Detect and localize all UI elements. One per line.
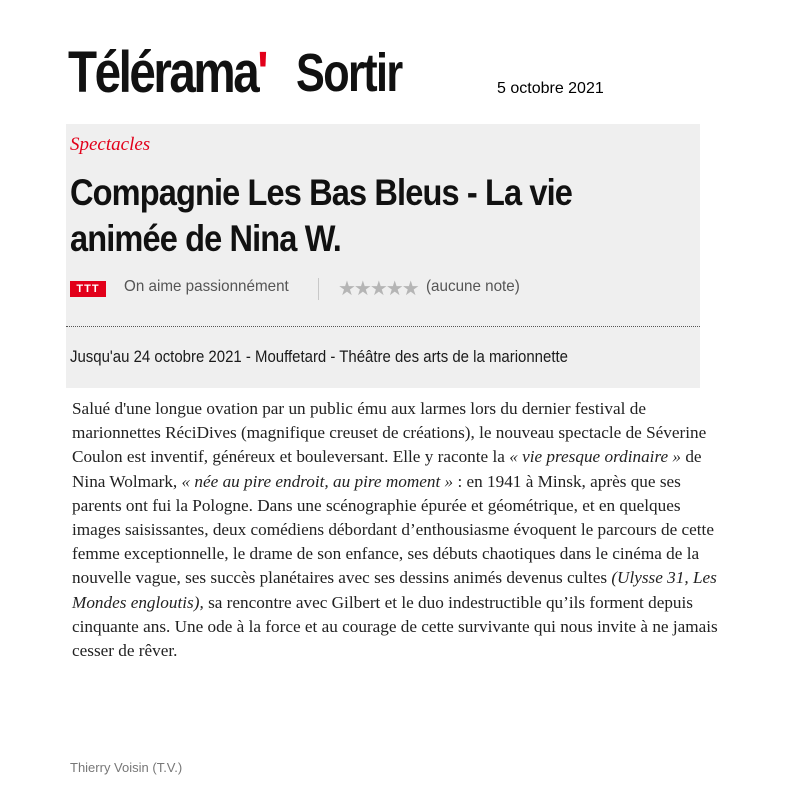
rating-separator — [318, 278, 319, 300]
audience-rating-text: (aucune note) — [426, 278, 520, 295]
body-quote-3: (Ulysse 31, Les Mondes engloutis), — [72, 568, 717, 612]
star-rating-icon[interactable]: ★★★★★ — [338, 278, 418, 300]
body-text-2: de Nina Wolmark, — [72, 447, 702, 491]
rating-row — [70, 276, 700, 304]
venue-dates: Jusqu'au 24 octobre 2021 - Mouffetard - Théâtre des arts de la marionnette — [70, 347, 568, 366]
body-quote-1: « vie presque ordinaire » — [509, 447, 682, 467]
logo-mark: ' — [257, 40, 267, 105]
ttt-badge: TTT — [70, 281, 106, 297]
author-byline: Thierry Voisin (T.V.) — [70, 760, 183, 775]
critic-rating-text: On aime passionnément — [124, 278, 289, 295]
section-title[interactable]: Sortir — [296, 43, 402, 103]
body-text-4: sa rencontre avec Gilbert et le duo indestructible qu’ils forment depuis cinquante ans. Une ode à la force et au courage de cette survivante qui nous invite à ne jamais cesser de rêver. — [72, 592, 718, 661]
category-link[interactable]: Spectacles — [70, 134, 151, 155]
body-quote-2: « née au pire endroit, au pire moment » — [181, 471, 454, 491]
publication-date: 5 octobre 2021 — [497, 80, 604, 97]
telerama-logo[interactable] — [68, 38, 266, 108]
article-header-card — [66, 124, 700, 388]
body-text-3: : en 1941 à Minsk, après que ses parents ont fui la Pologne. Dans une scénographie épurée et géométrique, et en quelques images saisissantes, deux comédiens débordant d’enthousiasme évoquent le parcours de cette femme exceptionnelle, le drame de son enfance, ses débuts chaotiques dans le cinéma de la nouvelle vague, ses succès planétaires avec ses dessins animés devenus cultes — [72, 471, 714, 588]
body-text-1: Salué d'une longue ovation par un public ému aux larmes lors du dernier festival de marionnettes RéciDives (magnifique creuset de créations), le nouveau spectacle de Séverine Coulon est inventif, généreux et bouleversant. Elle y raconte la — [72, 399, 707, 467]
article-title: Compagnie Les Bas Bleus - La vie animée de Nina W. — [70, 172, 573, 259]
dotted-divider — [66, 326, 700, 327]
article-body — [72, 397, 722, 663]
logo-text: Télérama — [68, 40, 258, 105]
